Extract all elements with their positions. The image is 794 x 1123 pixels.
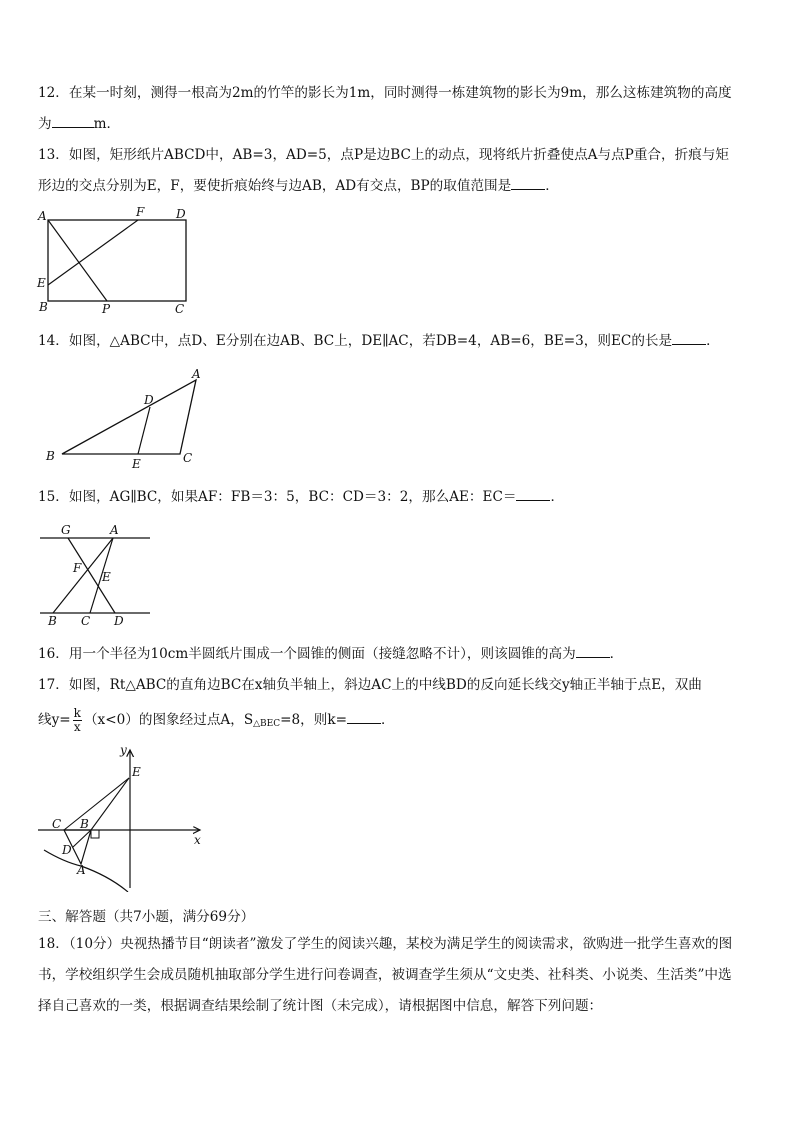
q12-line1: 12．在某一时刻，测得一根高为2m的竹竿的影长为1m，同时测得一栋建筑物的影长为9m，那么这栋建筑物的高度 [38,85,732,101]
label-f: F [136,205,145,219]
q17-line2-post: =8，则k= [280,712,347,728]
right-angle-mark [91,830,99,838]
axis-label-x: x [194,833,201,847]
q15-line1-before: 15．如图，AG∥BC，如果AF：FB＝3：5，BC：CD＝3：2，那么AE：EC＝ [38,489,517,505]
label-c: C [183,451,193,465]
q12-line2-before: 为 [38,116,52,132]
answer-blank [52,115,94,128]
q13-figure [30,204,200,319]
q17-line1: 17．如图，Rt△ABC的直角边BC在x轴负半轴上，斜边AC上的中线BD的反向延长线交y轴正半轴于点E，双曲 [38,677,702,693]
label-b: B [46,449,55,463]
q18-line1: 18．（10分）央视热播节目“朗读者”激发了学生的阅读兴趣，某校为满足学生的阅读需求，欲购进一批学生喜欢的图 [38,936,733,952]
q17-line2-pre: 线y= [38,712,71,728]
segment-de [138,407,150,454]
label-p: P [102,302,111,316]
rectangle-abcd [48,220,186,301]
q13-line2-after: ． [545,178,559,194]
q12-line2-after: m． [93,116,121,132]
label-a: A [77,863,86,877]
q17-line2-after: ． [381,712,395,728]
q17-subscript: △BEC [253,719,281,729]
label-b: B [39,300,48,314]
q14-line1-before: 14．如图，△ABC中，点D、E分别在边AB、BC上，DE∥AC，若DB=4，AB=6，BE=3，则EC的长是 [38,333,673,349]
q17-line2 [38,705,395,739]
label-f: F [73,561,82,575]
fold-line-ef [48,220,138,285]
answer-blank [672,332,706,345]
label-a: A [110,523,119,537]
q16-line1 [38,645,623,663]
answer-blank [576,645,610,658]
label-b: B [80,817,89,831]
label-a: A [192,367,201,381]
fraction-denominator: x [73,720,81,734]
axis-label-y: y [120,743,127,757]
label-d: D [114,614,124,628]
q14-figure [40,364,220,476]
label-c: C [175,302,185,316]
q14-line1-after: ． [706,333,720,349]
label-e: E [102,570,111,584]
triangle-abc [62,380,196,454]
q13-line2-before: 形边的交点分别为E，F，要使折痕始终与边AB，AD有交点，BP的取值范围是 [38,178,512,194]
fraction-k-over-x [73,707,82,734]
label-d: D [144,393,154,407]
q16-line1-before: 16．用一个半径为10cm半圆纸片围成一个圆锥的侧面（接缝忽略不计），则该圆锥的高为 [38,646,576,662]
fraction-numerator: k [73,706,81,720]
answer-blank [511,177,545,190]
section-title: 三、解答题（共7小题，满分69分） [38,909,255,925]
q13-line2 [38,177,559,195]
label-e: E [132,765,141,779]
q18-line2: 书，学校组织学生会成员随机抽取部分学生进行问卷调查，被调查学生须从“文史类、社科类、小说类、生活类”中选 [38,967,732,983]
hyperbola-curve [44,850,128,892]
label-c: C [52,817,62,831]
q13-line1: 13．如图，矩形纸片ABCD中，AB=3，AD=5，点P是边BC上的动点，现将纸片折叠使点A与点P重合，折痕与矩 [38,147,729,163]
label-a: A [38,209,47,223]
q15-figure [36,520,156,630]
q12-line2 [38,115,120,133]
q18-line3: 择自己喜欢的一类，根据调查结果绘制了统计图（未完成），请根据图中信息，解答下列问题： [38,998,603,1014]
label-g: G [61,523,71,537]
q17-line2-mid: （x<0）的图象经过点A，S [83,712,254,728]
label-c: C [81,614,91,628]
segment-ap [48,220,107,301]
q14-line1 [38,332,720,350]
answer-blank [347,711,381,724]
label-e: E [132,457,141,471]
label-d: D [176,207,186,221]
q15-line1 [38,488,564,506]
label-b: B [48,614,57,628]
q17-figure [34,742,210,892]
label-d: D [62,843,72,857]
q16-line1-after: ． [609,646,624,662]
q15-line1-after: ． [550,489,565,505]
label-e: E [37,276,46,290]
answer-blank [516,488,550,501]
